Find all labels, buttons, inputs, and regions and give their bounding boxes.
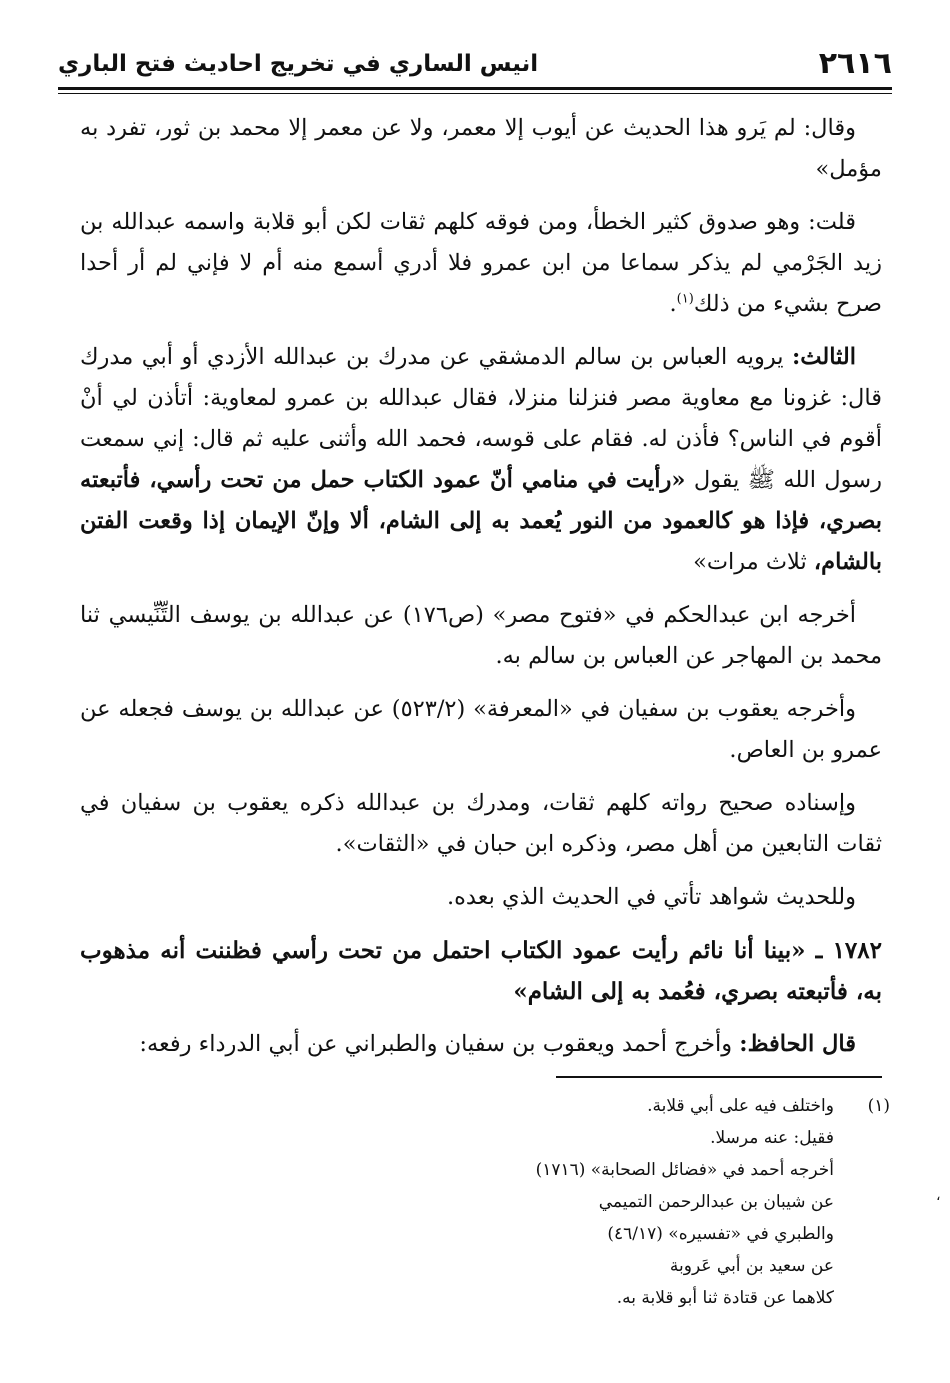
page-header: [58, 40, 892, 84]
running-title: انيس الساري في تخريج احاديث فتح الباري: [58, 51, 539, 77]
footnote-line: عن سعيد بن أبي عَروبة: [669, 1256, 834, 1276]
paragraph-1: وقال: لم يَرو هذا الحديث عن أيوب إلا معمر، ولا عن معمر إلا محمد بن ثور، تفرد به مؤمل»: [80, 115, 882, 182]
footnote-line: والطبري في «تفسيره» (٤٦/١٧): [607, 1224, 834, 1244]
header-rule-thin: [58, 93, 892, 94]
footnote-row: [370, 1282, 890, 1314]
paragraph-8-label: قال الحافظ:: [739, 1031, 856, 1057]
footnote-row: [370, 1154, 890, 1186]
footnote-line: كلاهما عن قتادة ثنا أبو قلابة به.: [616, 1288, 834, 1308]
footnote-separator: [556, 1076, 882, 1078]
footnote-line: عن شيبان بن عبدالرحمن التميمي: [598, 1192, 834, 1212]
footnote-indent: [834, 1122, 890, 1154]
paragraph-6: وإسناده صحيح رواته كلهم ثقات، ومدرك بن عبدالله ذكره يعقوب بن سفيان في ثقات التابعين من أهل مصر، وذكره ابن حبان في «الثقات».: [80, 790, 882, 857]
paragraph-7: وللحديث شواهد تأتي في الحديث الذي بعده.: [446, 884, 856, 910]
margin-mark: ،: [936, 1188, 941, 1204]
paragraph-2-text: قلت: وهو صدوق كثير الخطأ، ومن فوقه كلهم ثقات لكن أبو قلابة واسمه عبدالله بن زيد الجَرْمي لم يذكر سماعا من ابن عمرو فلا أدري أسمع منه أم لا فإني لم أر أحدا صرح بشيء من ذلك: [80, 209, 882, 317]
footnote-row: [370, 1250, 890, 1282]
footnote-first-row: [370, 1090, 890, 1122]
hadith-heading: ١٧٨٢ ـ «بينا أنا نائم رأيت عمود الكتاب احتمل من تحت رأسي فظننت أنه مذهوب به، فأتبعته بصري، فعُمد به إلى الشام»: [80, 937, 882, 1005]
footnote-indent: [834, 1250, 890, 1282]
main-text: [80, 108, 882, 1077]
footnote-row: [370, 1186, 890, 1218]
hadith-quote: «رأيت في منامي أنّ عمود الكتاب حمل من تحت رأسي، فأتبعته بصري، فإذا هو كالعمود من النور يُعمد به إلى الشام، ألا وإنّ الإيمان إذا وقعت الفتن بالشام،: [80, 467, 882, 575]
paragraph-5: وأخرجه يعقوب بن سفيان في «المعرفة» (٥٢٣/٢) عن عبدالله بن يوسف فجعله عن عمرو بن العاص.: [80, 696, 882, 763]
footnote-number: (١): [867, 1096, 890, 1116]
paragraph-8-text: وأخرج أحمد ويعقوب بن سفيان والطبراني عن أبي الدرداء رفعه:: [139, 1031, 733, 1057]
paragraph-8: [80, 1024, 882, 1065]
paragraph-3: [80, 337, 882, 583]
paragraph-3-label: الثالث:: [791, 344, 856, 370]
footnote-row: [370, 1122, 890, 1154]
paragraph-2-end: .: [669, 291, 677, 317]
paragraph-3-text: يرويه العباس بن سالم الدمشقي عن مدرك بن عبدالله الأزدي أو أبي مدرك قال: غزونا مع معاوية مصر فنزلنا منزلا، فقال عبدالله بن عمرو لمعاوية: أتأذن لي أنْ أقوم في الناس؟ فأذن له. فقام على قوسه، فحمد الله وأثنى عليه ثم قال: إني سمعت رسول الله ﷺ يقول: [80, 344, 882, 493]
footnote-line: فقيل: عنه مرسلا.: [710, 1128, 834, 1148]
footnote-line: أخرجه أحمد في «فضائل الصحابة» (١٧١٦): [535, 1160, 834, 1180]
header-rule-thick: [58, 87, 892, 90]
footnote: [370, 1090, 890, 1314]
page-number: ٢٦١٦: [818, 46, 892, 81]
footnote-indent: [834, 1154, 890, 1186]
footnote-indent: [834, 1218, 890, 1250]
paragraph-2: [80, 202, 882, 325]
paragraph-3-end: ثلاث مرات»: [693, 549, 807, 575]
paragraph-4: أخرجه ابن عبدالحكم في «فتوح مصر» (ص١٧٦) عن عبدالله بن يوسف التِّنِّيسي ثنا محمد بن المهاجر عن العباس بن سالم به.: [80, 602, 882, 669]
footnote-line: واختلف فيه على أبي قلابة.: [647, 1096, 834, 1116]
footnote-indent: [834, 1282, 890, 1314]
footnote-ref: (١): [676, 291, 694, 307]
footnote-row: [370, 1218, 890, 1250]
footnote-indent: [834, 1186, 890, 1218]
